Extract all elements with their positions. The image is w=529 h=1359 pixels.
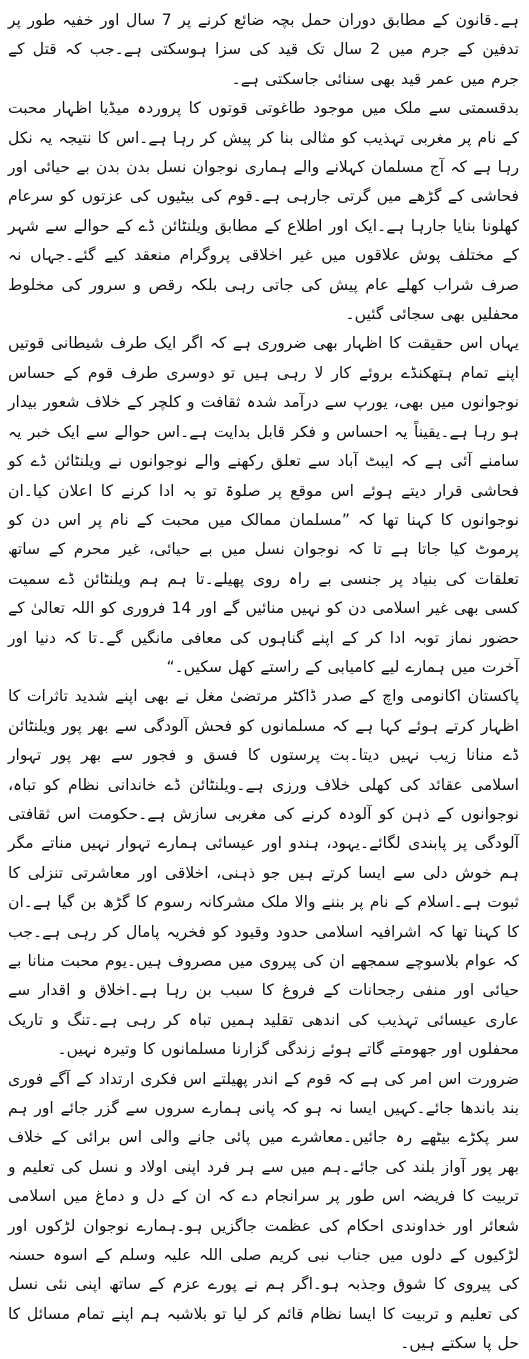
paragraph-youth-awareness: یہاں اس حقیقت کا اظہار بھی ضروری ہے کہ اگر ایک طرف شیطانی قوتیں اپنے تمام ہتھکنڈے بروئے کار لا رہی ہیں تو دوسری طرف قوم کے حساس نوجوانوں میں بھی، یورپ سے درآمد شدہ ثقافت و کلچر کے خلاف شعور بیدار ہو رہا ہے۔یقیناً یہ احساس و فکر قابل بدایت ہے۔اس حوالے سے ایک خبر یہ سامنے آئی ہے کہ ایبٹ آباد سے تعلق رکھنے والے نوجوانوں نے ویلنٹائن ڈے کو فحاشی قرار دیتے ہوئے اس موقع پر صلوۃ تو بہ ادا کرنے کا اعلان کیا۔ان نوجوانوں کا کہنا تھا کہ ”مسلمان ممالک میں محبت کے نام پر اس دن کو پرموٹ کیا جاتا ہے تا کہ نوجوان نسل میں بے حیائی، غیر محرم کے ساتھ تعلقات کی بنیاد پر جنسی بے راہ روی پھیلے۔تا ہم ہم ویلنٹائن ڈے سمیت کسی بھی غیر اسلامی دن کو نہیں منائیں گے اور 14 فروری کو اللہ تعالیٰ کے حضور نماز توبہ ادا کر کے اپنے گناہوں کی معافی مانگیں گے۔تا کہ دنیا اور آخرت میں ہمارے لیے کامیابی کے راستے کھل سکیں۔“: [8, 334, 519, 676]
paragraph-media-western-culture: بدقسمتی سے ملک میں موجود طاغوتی قوتوں کا پروردہ میڈیا اظہار محبت کے نام پر مغربی تہذیب کو مثالی بنا کر پیش کر رہا ہے۔اس کا نتیجہ یہ نکل رہا ہے کہ آج مسلمان کہلانے والے ہماری نوجوان نسل بدن بدن بے حیائی اور فحاشی کے گڑھے میں گرتی جارہی ہے۔قوم کی بیٹیوں کی عزتوں کو سرعام کھلونا بنایا جارہا ہے۔ایک اور اطلاع کے مطابق ویلنٹائن ڈے کے حوالے سے شہر کے مختلف پوش علاقوں میں غیر اخلاقی پروگرام منعقد کیے گئے۔جہاں نہ صرف شراب کھلے عام پیش کی جاتی رہی بلکہ رقص و سرور کی مخلوط محفلیں بھی سجائی گئیں۔: [8, 99, 519, 324]
paragraph-call-to-action: ضرورت اس امر کی ہے کہ قوم کے اندر پھیلتے اس فکری ارتداد کے آگے فوری بند باندھا جائے۔کہیں ایسا نہ ہو کہ پانی ہمارے سروں سے گزر جائے اور ہم سر پکڑے بیٹھے رہ جائیں۔معاشرے میں پائی جانے والی اس برائی کے خلاف بھر پور آواز بلند کی جائے۔ہم میں سے ہر فرد اپنی اولاد و نسل کی تعلیم و تربیت کا فریضہ اس طور پر سرانجام دے کہ ان کے دل و دماغ میں اسلامی شعائر اور خداوندی احکام کی عظمت جاگزیں ہو۔ہمارے نوجوان لڑکوں اور لڑکیوں کے دلوں میں جناب نبی کریم صلی اللہ علیہ وسلم کے اسوہ حسنہ کی پیروی کا شوق وجذبہ ہو۔اگر ہم نے پورے عزم کے ساتھ اپنی نئی نسل کی تعلیم و تربیت کا ایسا نظام قائم کر لیا تو بلاشبہ ہم اپنے تمام مسائل کا حل پا سکتے ہیں۔: [8, 1069, 519, 1353]
paragraph-abortion-law: ہے۔قانون کے مطابق دوران حمل بچہ ضائع کرنے پر 7 سال اور خفیہ طور پر تدفین کے جرم میں 2 سال تک قید کی سزا ہوسکتی ہے۔جب کہ قتل کے جرم میں عمر قید بھی سنائی جاسکتی ہے۔: [8, 11, 519, 88]
paragraph-economy-watch-statement: پاکستان اکانومی واچ کے صدر ڈاکٹر مرتضیٰ مغل نے بھی اپنے شدید تاثرات کا اظہار کرتے ہوئے کہا ہے کہ مسلمانوں کو فحش آلودگی سے بھر پور ویلنٹائن ڈے منانا زیب نہیں دیتا۔بت پرستوں کا فسق و فجور سے بھر پور تہوار اسلامی عقائد کی کھلی خلاف ورزی ہے۔ویلنٹائن ڈے خاندانی نظام کو تباہ، نوجوانوں کے ذہن کو آلودہ کرنے کی مغربی سازش ہے۔حکومت اس ثقافتی آلودگی پر پابندی لگائے۔یہود، ہندو اور عیسائی ہمارے تہوار نہیں مناتے مگر ہم خوش دلی سے ایسا کرتے ہیں جو ذہنی، اخلاقی اور معاشرتی تنزلی کا ثبوت ہے۔اسلام کے نام پر بننے والا ملک مشرکانہ رسوم کا گڑھ بن گیا ہے۔ان کا کہنا تھا کہ اشرافیہ اسلامی حدود وقیود کو فخریہ پامال کر رہی ہے۔جب کہ عوام بلاسوچے سمجھے ان کی پیروی میں مصروف ہیں۔یوم محبت منانا بے حیائی اور منفی رجحانات کے فروغ کا سبب بن رہا ہے۔اخلاق و اقدار سے عاری عیسائی تہذیب کی اندھی تقلید ہمیں تباہ کر رہی ہے۔تنگ و تاریک محفلوں اور جھومتے گاتے ہوئے زندگی گزارنا مسلمانوں کا وتیرہ نہیں۔: [8, 687, 519, 1059]
